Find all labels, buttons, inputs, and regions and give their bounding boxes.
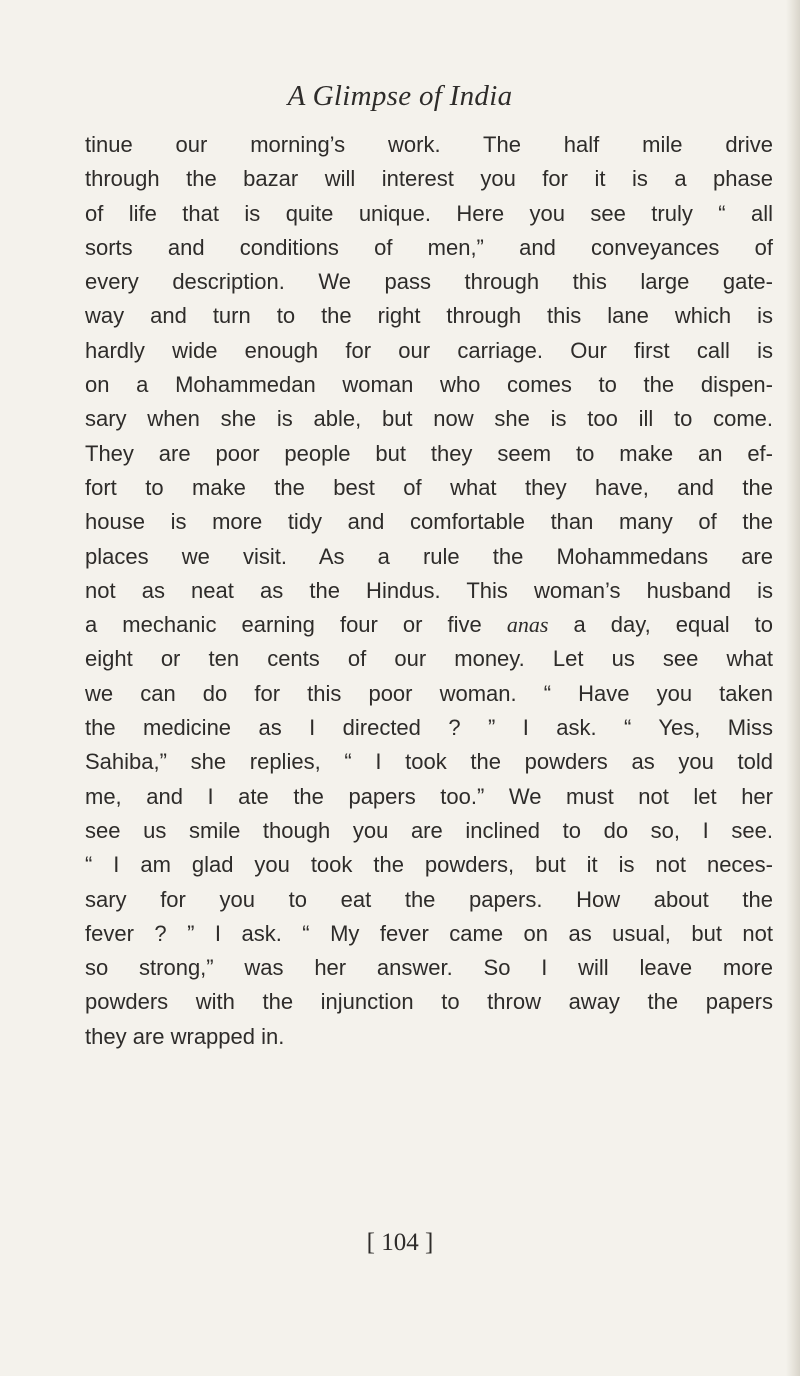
text-line: tinue our morning’s work. The half mile drive (85, 132, 773, 157)
text-line: house is more tidy and comfortable than many of the (85, 509, 773, 535)
text-line: through the bazar will interest you for it is a phase (85, 166, 773, 192)
text-line: places we visit. As a rule the Mohammedans are (85, 543, 773, 569)
text-line: “ I am glad you took the powders, but it is not neces- (85, 852, 773, 878)
page-number: [ 104 ] (366, 1229, 434, 1256)
running-head-title: A Glimpse of India (287, 80, 513, 112)
text-line: sorts and conditions of men,” and conveyances of (85, 234, 773, 260)
text-line: the medicine as I directed ? ” I ask. “ Yes, Miss (85, 715, 773, 741)
body-text (85, 128, 773, 1054)
text-line: see us smile though you are inclined to do so, I see. (85, 817, 773, 843)
text-line: on a Mohammedan woman who comes to the dispen- (85, 372, 773, 398)
text-line: Sahiba,” she replies, “ I took the powders as you told (85, 749, 773, 775)
text-line: we can do for this poor woman. “ Have you taken (85, 680, 773, 706)
text-line-last: they are wrapped in. (85, 1023, 285, 1049)
page-edge-shadow (786, 0, 800, 1376)
text-line: powders with the injunction to throw away the papers (85, 989, 773, 1015)
text-line: a mechanic earning four or five anas a day, equal to (85, 612, 773, 638)
text-line: not as neat as the Hindus. This woman’s husband is (85, 577, 773, 603)
text-line: every description. We pass through this large gate- (85, 269, 773, 295)
text-line: They are poor people but they seem to make an ef- (85, 440, 773, 466)
text-line: so strong,” was her answer. So I will leave more (85, 955, 773, 981)
text-line: sary for you to eat the papers. How about the (85, 886, 773, 912)
text-line: fort to make the best of what they have, and the (85, 474, 773, 500)
text-line: of life that is quite unique. Here you see truly “ all (85, 200, 773, 226)
text-line: fever ? ” I ask. “ My fever came on as usual, but not (85, 920, 773, 946)
text-line: eight or ten cents of our money. Let us see what (85, 646, 773, 672)
text-line: sary when she is able, but now she is too ill to come. (85, 406, 773, 432)
text-line: way and turn to the right through this lane which is (85, 303, 773, 329)
text-line: hardly wide enough for our carriage. Our first call is (85, 337, 773, 363)
text-line: me, and I ate the papers too.” We must not let her (85, 783, 773, 809)
